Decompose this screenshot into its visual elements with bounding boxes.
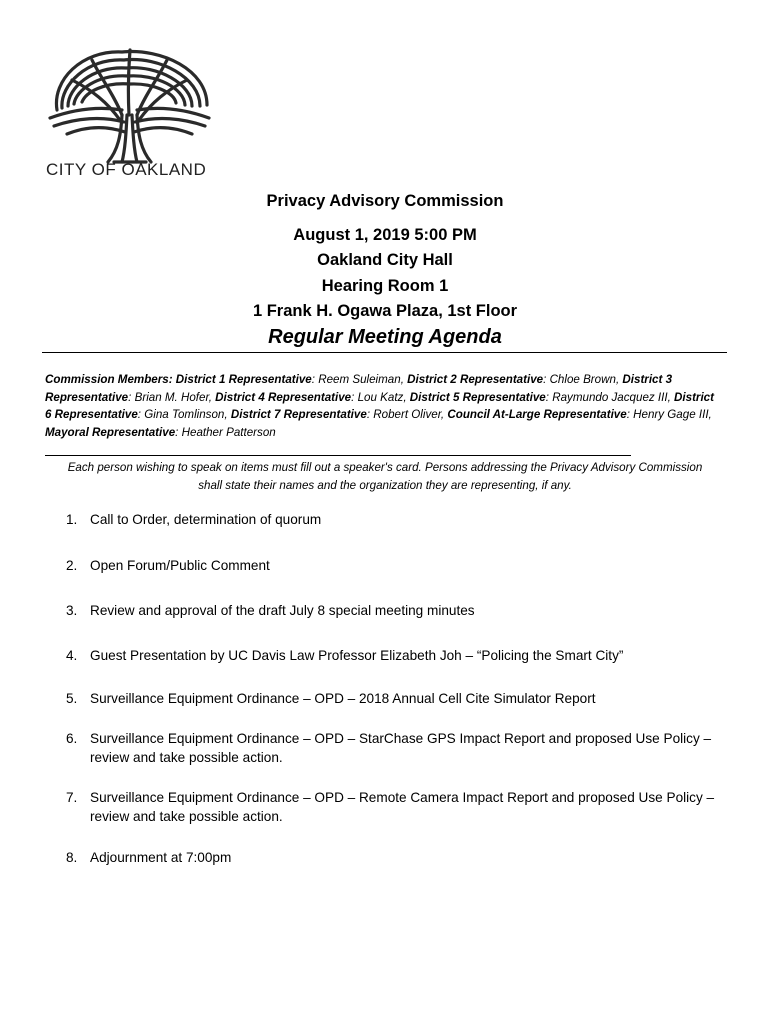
speaker-notice: Each person wishing to speak on items must fill out a speaker's card. Persons addressing the Privacy Advisory Commission shall state their names and the organization they are representing, if any. [67,461,703,492]
member-name: Henry Gage III [633,408,709,422]
item-text: Open Forum/Public Comment [90,558,270,573]
meeting-datetime: August 1, 2019 5:00 PM [293,226,477,244]
item-text: Call to Order, determination of quorum [90,512,322,527]
header-divider [42,352,727,353]
agenda-item [66,646,726,665]
item-text: Adjournment at 7:00pm [90,850,232,865]
item-text: Review and approval of the draft July 8 special meeting minutes [90,603,475,618]
agenda-item [66,601,726,620]
agenda-item [66,510,726,529]
city-of-oakland-logo [42,40,217,185]
logo-text: CITY OF OAKLAND [46,160,207,179]
member-role: District 7 Representative [230,408,367,422]
members-divider [45,455,631,456]
member-role: Council At-Large Representative [447,408,627,422]
agenda-item [66,556,726,575]
item-text: Surveillance Equipment Ordinance – OPD – StarChase GPS Impact Report and proposed Use Policy – review and take possible action. [90,731,712,765]
item-number: 5. [66,691,78,706]
member-role: District 5 Representative [409,390,546,404]
agenda-item [66,788,726,826]
item-text: Guest Presentation by UC Davis Law Professor Elizabeth Joh – “Policing the Smart City” [90,648,624,663]
item-text: Surveillance Equipment Ordinance – OPD – 2018 Annual Cell Cite Simulator Report [90,691,596,706]
member-role: Mayoral Representative [45,425,176,439]
meeting-room: Hearing Room 1 [321,277,449,295]
commission-title: Privacy Advisory Commission [266,192,504,210]
member-role: District 3 Representative [45,373,673,404]
item-number: 1. [66,512,78,527]
item-number: 3. [66,603,78,618]
member-name: Robert Oliver [373,408,441,422]
agenda-item [66,729,726,767]
oak-tree-icon [42,40,217,165]
item-number: 2. [66,558,78,573]
commission-members: Commission Members: District 1 Representative: Reem Suleiman, District 2 Representative: Chloe Brown, District 3 Representative: Brian M. Hofer, District 4 Representative: Lou Katz, District 5 Representative: Raymundo Jacquez III, District 6 Representative: Gina Tomlinson, District 7 Representative: Robert Oliver, Council At-Large Representative: Henry Gage III, Mayoral Representative: Heather Patterson [45,373,714,439]
member-role: District 4 Representative [215,390,352,404]
item-number: 4. [66,648,78,663]
member-role: Commission Members: District 1 Representative [45,373,312,386]
meeting-address: 1 Frank H. Ogawa Plaza, 1st Floor [252,302,518,320]
item-number: 8. [66,850,78,865]
member-name: Raymundo Jacquez III [552,390,668,404]
member-role: District 2 Representative [407,373,544,386]
agenda-item [66,689,726,708]
meeting-venue: Oakland City Hall [317,251,453,269]
item-number: 7. [66,790,78,805]
item-number: 6. [66,731,78,746]
member-name: Gina Tomlinson [144,408,225,422]
item-text: Surveillance Equipment Ordinance – OPD – Remote Camera Impact Report and proposed Use Policy – review and take possible action. [90,790,715,824]
member-name: Lou Katz [357,390,404,404]
agenda-item [66,848,726,867]
member-name: Chloe Brown [549,373,616,386]
agenda-title: Regular Meeting Agenda [268,326,502,348]
member-role: District 6 Representative [45,390,714,422]
member-name: Reem Suleiman [318,373,401,386]
member-name: Brian M. Hofer [134,390,209,404]
member-name: Heather Patterson [181,425,276,439]
